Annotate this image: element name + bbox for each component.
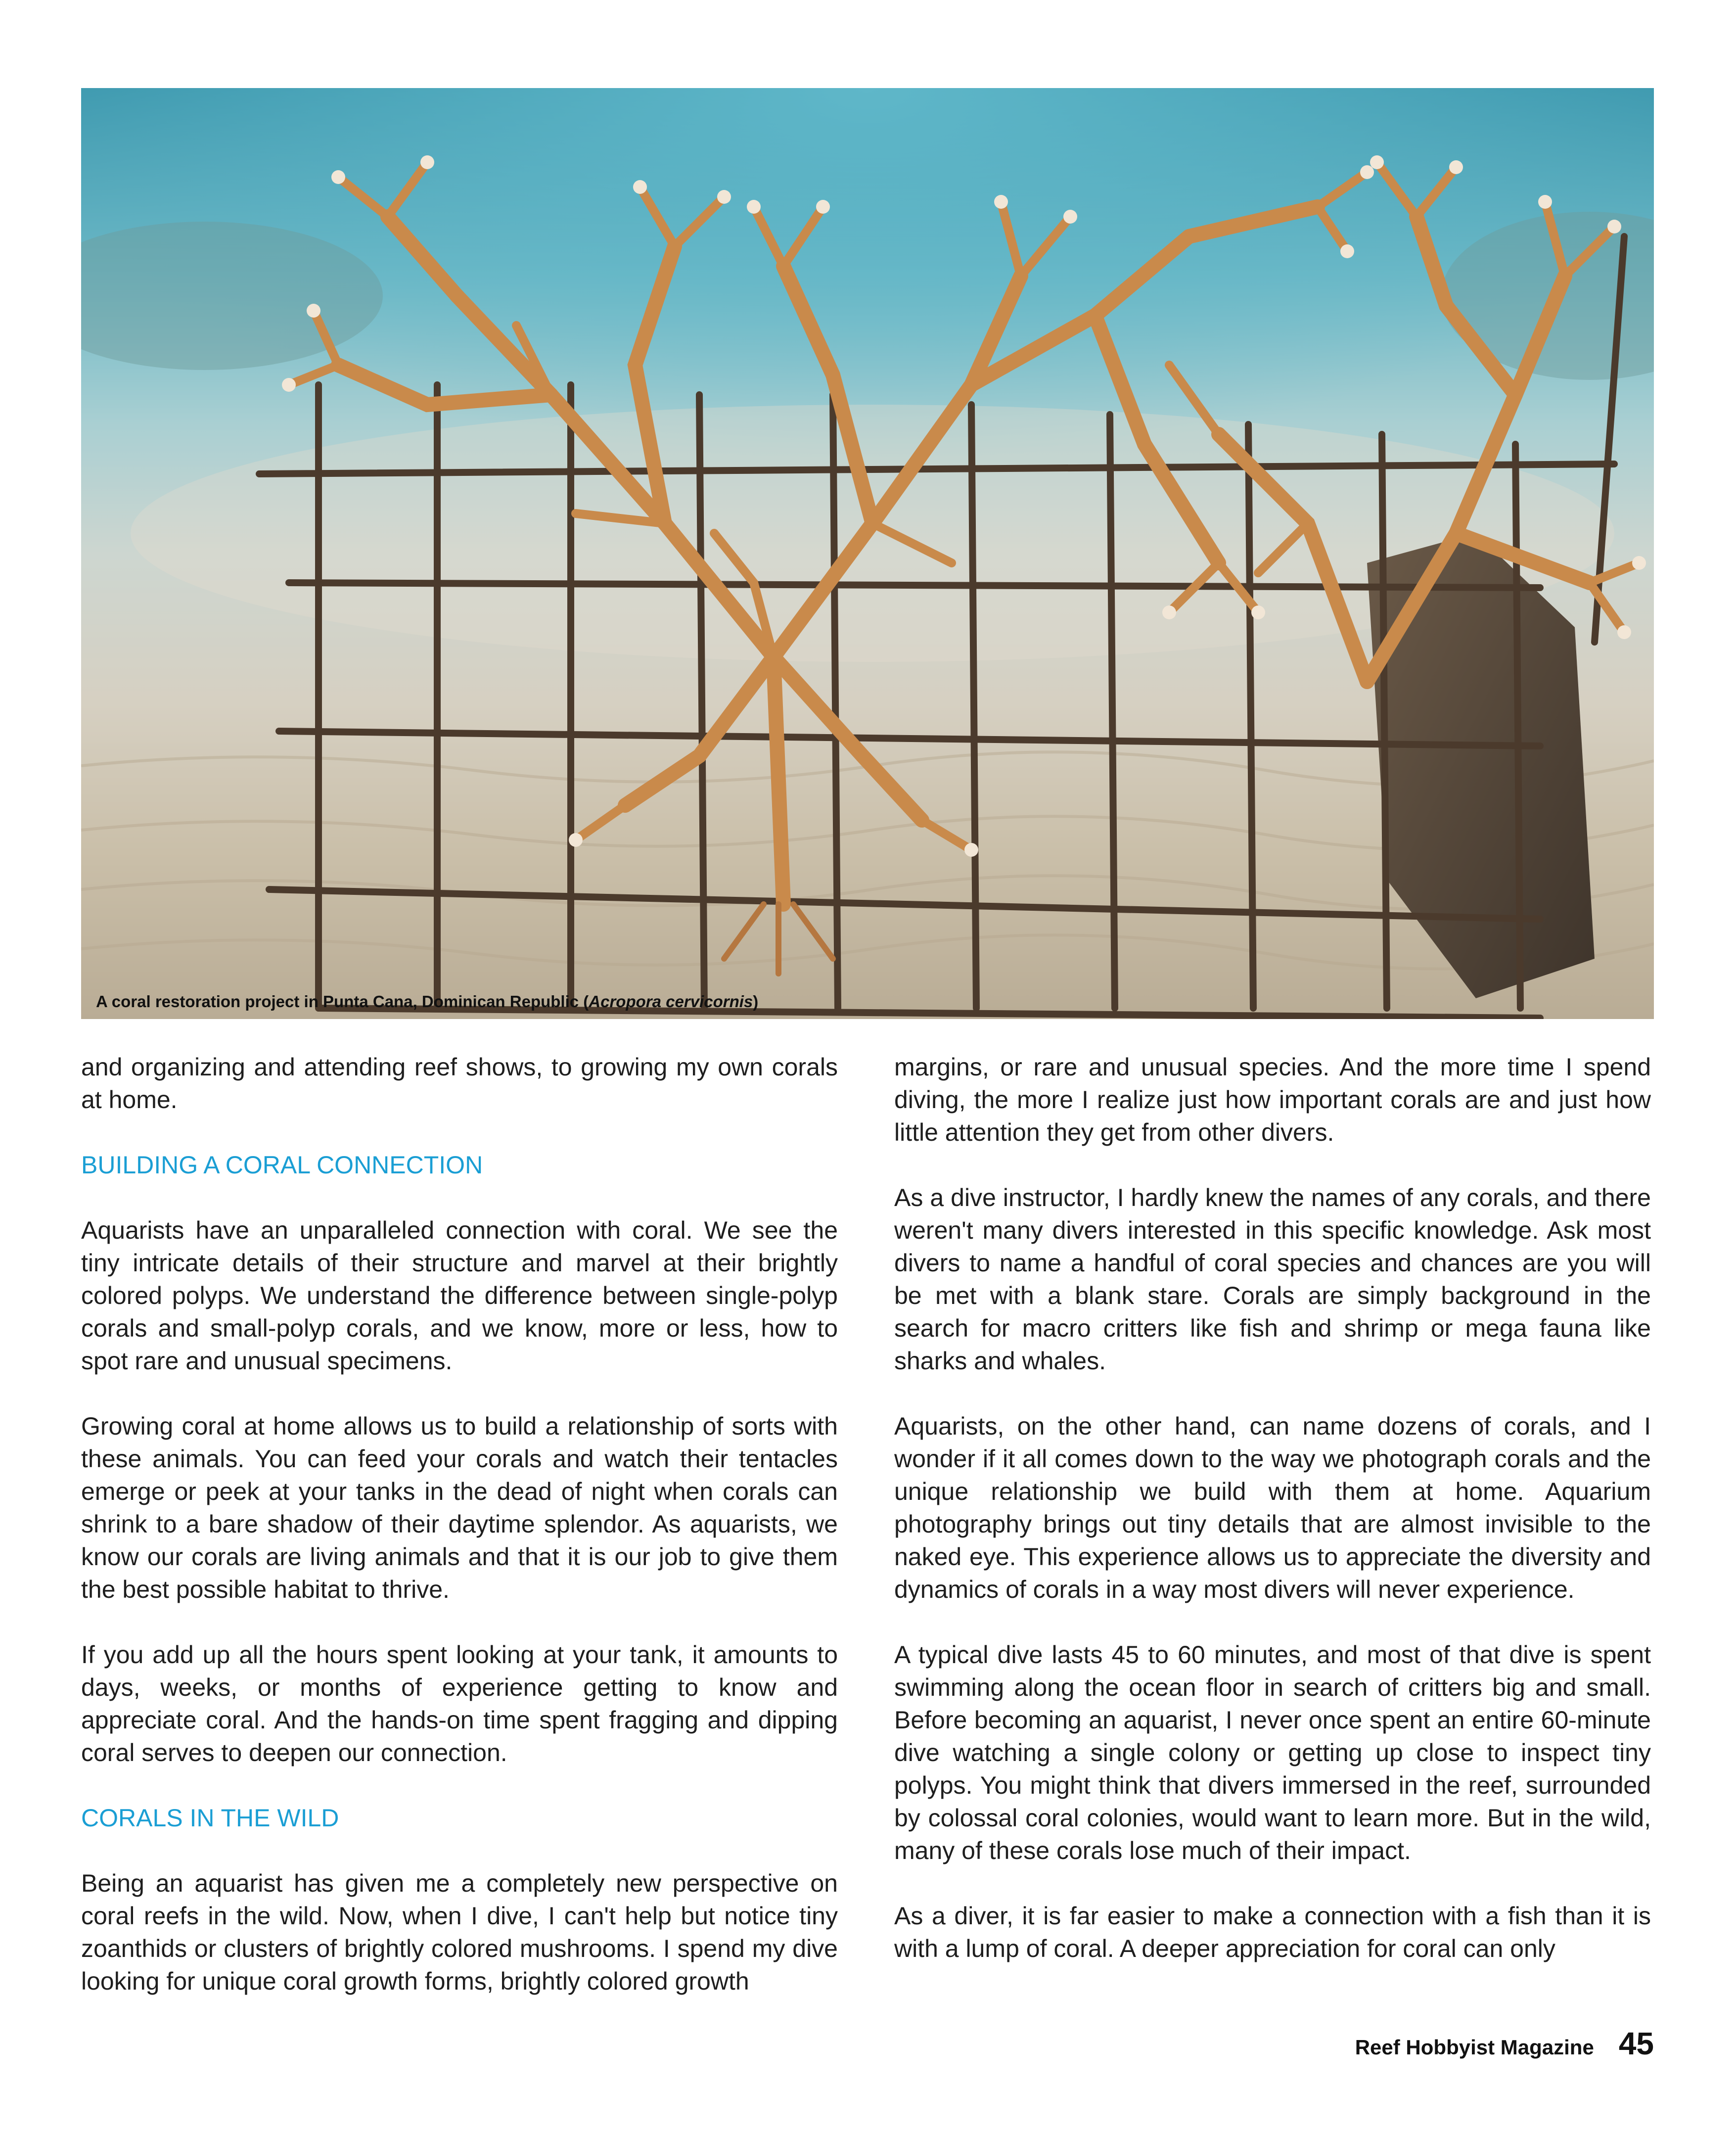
paragraph: As a dive instructor, I hardly knew the names of any corals, and there weren't many divers interested in this specific knowledge. Ask most divers to name a handful of coral species and chances are you will be met with a blank stare. Corals are simply background in the search for macro critters like fish and shrimp or mega fauna like sharks and whales. bbox=[894, 1184, 1651, 1375]
species-name: Acropora cervicornis bbox=[589, 992, 753, 1011]
page-footer bbox=[1355, 2025, 1654, 2062]
page-number: 45 bbox=[1618, 2026, 1654, 2061]
paragraph: Growing coral at home allows us to build a relationship of sorts with these animals. You can feed your corals and watch their tentacles emerge or peek at your tanks in the dead of night when corals can shrink to a bare shadow of their daytime splendor. As aquarists, we know our corals are living animals and that it is our job to give them the best possible habitat to thrive. bbox=[81, 1412, 838, 1603]
magazine-name: Reef Hobbyist Magazine bbox=[1355, 2036, 1594, 2059]
paragraph: and organizing and attending reef shows, to growing my own corals at home. bbox=[81, 1053, 838, 1114]
paragraph: A typical dive lasts 45 to 60 minutes, and most of that dive is spent swimming along the ocean floor in search of critters big and small. Before becoming an aquarist, I never once spent an entire 60-minute dive watching a single colony or getting up close to inspect tiny polyps. You might think that divers immersed in the reef, surrounded by colossal coral colonies, would want to learn more. But in the wild, many of these corals lose much of their impact. bbox=[894, 1641, 1651, 1864]
paragraph: If you add up all the hours spent looking at your tank, it amounts to days, weeks, or months of experience getting to know and appreciate coral. And the hands-on time spent fragging and dipping coral serves to deepen our connection. bbox=[81, 1641, 838, 1766]
paragraph: Aquarists, on the other hand, can name dozens of corals, and I wonder if it all comes down to the way we photograph corals and the unique relationship we build with them at home. Aquarium photography brings out tiny details that are almost invisible to the naked eye. This experience allows us to appreciate the diversity and dynamics of corals in a way most divers will never experience. bbox=[894, 1412, 1651, 1603]
section-heading-corals-in-wild: CORALS IN THE WILD bbox=[81, 1804, 339, 1832]
paragraph: margins, or rare and unusual species. And the more time I spend diving, the more I realize just how important corals are and just how little attention they get from other divers. bbox=[894, 1053, 1651, 1146]
photo-caption: A coral restoration project in Punta Cana, Dominican Republic (Acropora cervicornis) bbox=[96, 992, 759, 1011]
coral-illustration bbox=[81, 88, 1654, 1019]
paragraph: Being an aquarist has given me a completely new perspective on coral reefs in the wild. Now, when I dive, I can't help but notice tiny zoanthids or clusters of brightly colored mushrooms. I spend my dive looking for unique coral growth forms, brightly colored growth bbox=[81, 1869, 838, 1995]
left-column bbox=[81, 1051, 838, 1998]
paragraph: Aquarists have an unparalleled connection with coral. We see the tiny intricate details of their structure and marvel at their brightly colored polyps. We understand the difference between single-polyp corals and small-polyp corals, and we know, more or less, how to spot rare and unusual specimens. bbox=[81, 1216, 838, 1375]
coral-restoration-photo bbox=[81, 88, 1654, 1019]
right-column bbox=[894, 1051, 1651, 1965]
section-heading-coral-connection: BUILDING A CORAL CONNECTION bbox=[81, 1151, 483, 1179]
paragraph: As a diver, it is far easier to make a connection with a fish than it is with a lump of coral. A deeper appreciation for coral can only bbox=[894, 1902, 1651, 1962]
